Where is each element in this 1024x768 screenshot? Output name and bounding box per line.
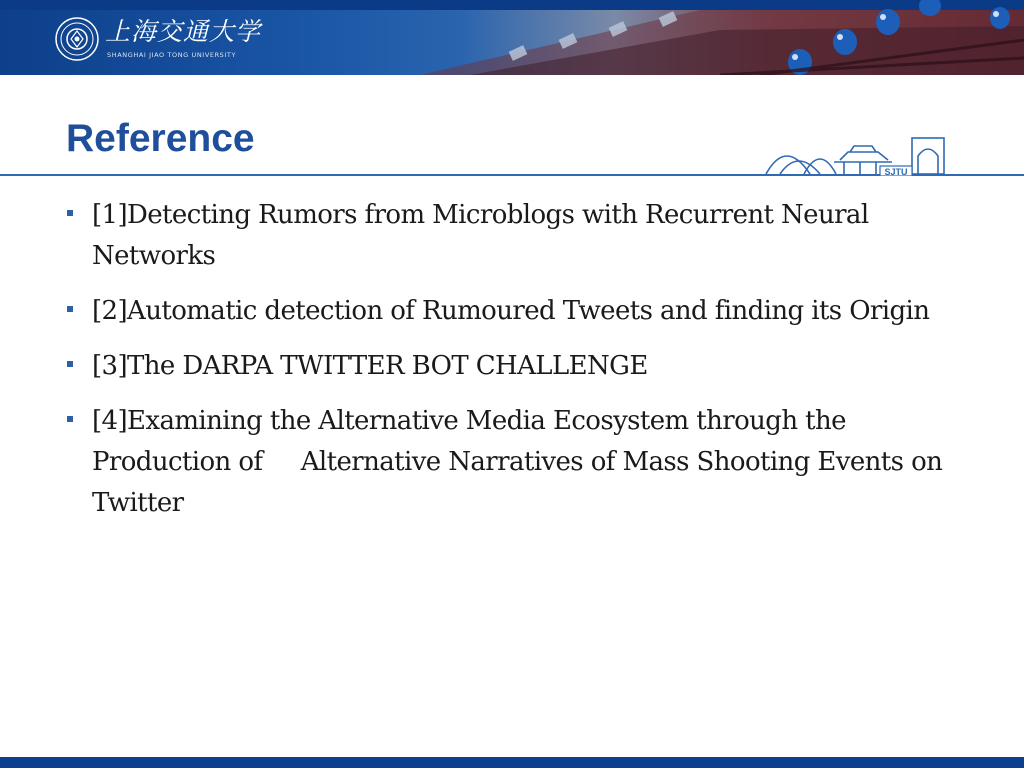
reference-list <box>0 195 1024 538</box>
sjtu-gate-icon <box>764 134 1000 176</box>
university-name-english: SHANGHAI JIAO TONG UNIVERSITY <box>107 51 237 59</box>
reference-text: [1]Detecting Rumors from Microblogs with Recurrent Neural <box>92 200 869 230</box>
reference-item <box>0 401 982 524</box>
bullet-icon <box>67 416 73 422</box>
university-name-chinese: 上海交通大学 <box>105 17 262 46</box>
university-seal-icon <box>55 17 99 61</box>
gate-label: SJTU <box>884 167 908 176</box>
bullet-icon <box>67 210 73 216</box>
bullet-icon <box>67 306 73 312</box>
slide-title: Reference <box>66 117 255 160</box>
reference-text: Production of Alternative Narratives of Mass Shooting Events on <box>92 447 943 477</box>
bullet-icon <box>67 361 73 367</box>
header-banner <box>0 0 1024 75</box>
reference-text: [2]Automatic detection of Rumoured Tweets and finding its Origin <box>92 296 930 326</box>
reference-text: Networks <box>92 241 216 271</box>
footer-bar <box>0 757 1024 768</box>
reference-text: [3]The DARPA TWITTER BOT CHALLENGE <box>92 351 648 381</box>
reference-text: Twitter <box>92 488 184 518</box>
reference-item <box>0 195 982 277</box>
reference-text: [4]Examining the Alternative Media Ecosystem through the <box>92 406 846 436</box>
reference-item <box>0 291 982 332</box>
reference-item <box>0 346 982 387</box>
